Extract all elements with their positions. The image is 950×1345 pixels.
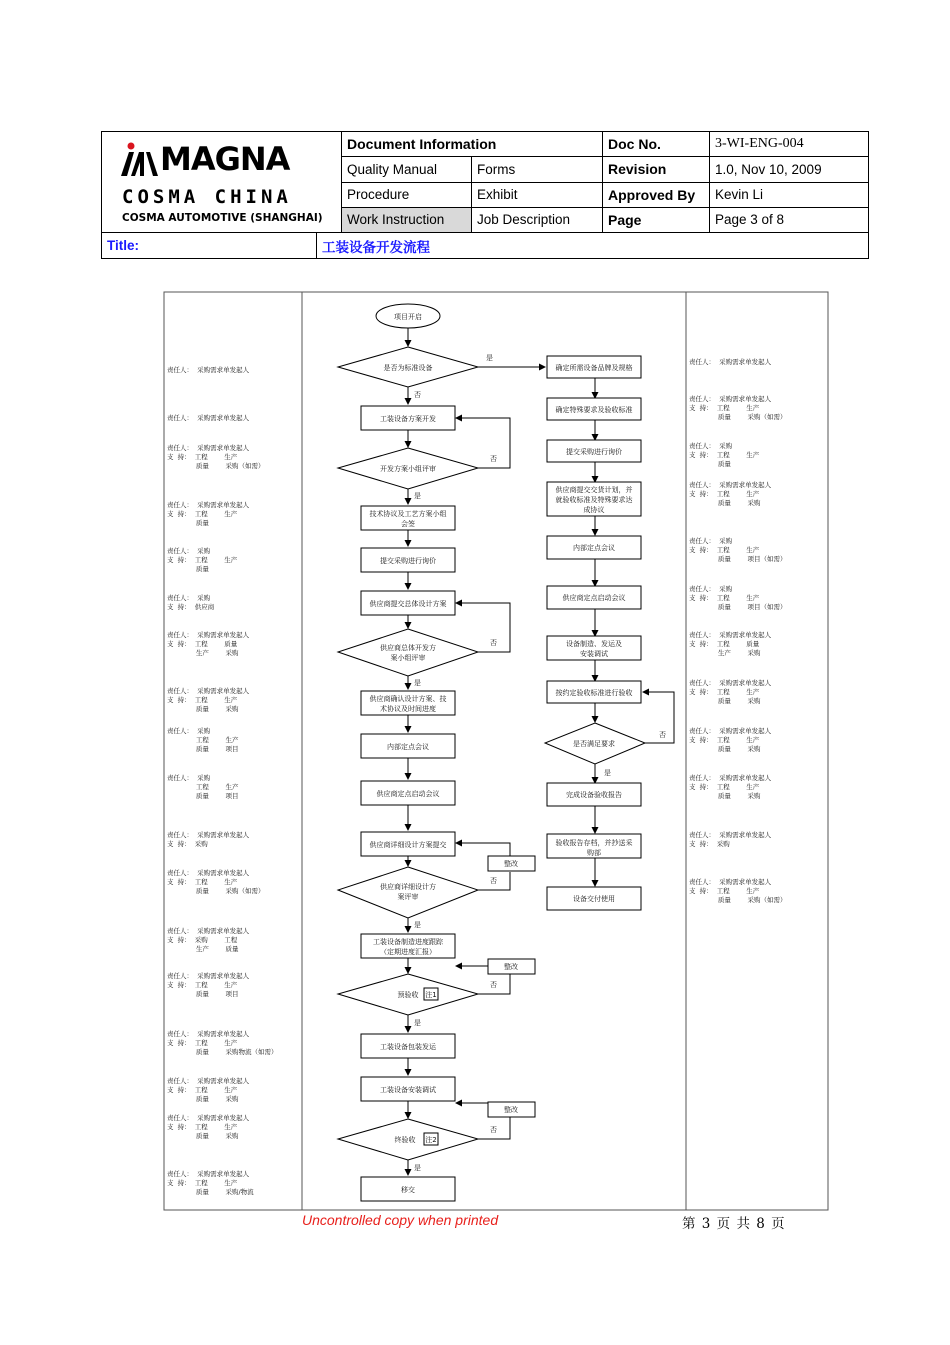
left-resp-11-line-2: 质量 采购（如需） (167, 887, 265, 895)
left-resp-6-line-0: 责任人： 采购需求单发起人 (167, 631, 250, 639)
left-resp-7-line-1: 支 持： 工程 生产 (167, 696, 238, 704)
left-resp-7-line-0: 责任人： 采购需求单发起人 (167, 687, 250, 695)
r-yes-label: 是 (604, 769, 611, 777)
document-title: 工装设备开发流程 (317, 233, 869, 259)
right-resp-7-line-2: 质量 采购 (689, 697, 761, 705)
confirm-label-2: 术协议及时间进度 (380, 705, 436, 713)
detail-review-label-1: 供应商详细设计方 (380, 883, 436, 891)
detail-label: 供应商详细设计方案提交 (369, 841, 447, 849)
right-resp-3-line-1: 支 持： 工程 生产 (689, 490, 760, 498)
note-1-label: 注1 (425, 991, 437, 999)
left-resp-2-line-1: 支 持： 工程 生产 (167, 453, 238, 461)
right-resp-4-line-1: 支 持： 工程 生产 (689, 546, 760, 554)
left-resp-15-line-0: 责任人： 采购需求单发起人 (167, 1077, 250, 1085)
right-resp-10-line-0: 责任人： 采购需求单发起人 (689, 831, 772, 839)
left-resp-14-line-2: 质量 采购物流（如需） (167, 1048, 278, 1056)
right-resp-9-line-0: 责任人： 采购需求单发起人 (689, 774, 772, 782)
r-report-label: 完成设备验收报告 (566, 791, 622, 799)
start-label: 项目开启 (394, 313, 422, 321)
right-resp-8-line-1: 支 持： 工程 生产 (689, 736, 760, 744)
yes-label-3: 是 (414, 679, 421, 687)
right-resp-4-line-0: 责任人： 采购 (689, 537, 733, 545)
confirm-label-1: 供应商确认设计方案、技 (369, 695, 447, 703)
right-resp-11-line-0: 责任人： 采购需求单发起人 (689, 878, 772, 886)
left-resp-10-line-0: 责任人： 采购需求单发起人 (167, 831, 250, 839)
r-internal-label: 内部定点会议 (573, 544, 615, 552)
right-resp-5-line-2: 质量 项目（如需） (689, 603, 787, 611)
approved-label: Approved By (603, 182, 710, 207)
r-deliver-label: 设备交付使用 (573, 895, 615, 903)
modify-label-1: 整改 (504, 860, 518, 868)
r-make-label-2: 安装调试 (580, 650, 608, 658)
uncontrolled-notice: Uncontrolled copy when printed (302, 1212, 499, 1228)
right-resp-7-line-1: 支 持： 工程 生产 (689, 688, 760, 696)
right-resp-2-line-0: 责任人： 采购 (689, 442, 733, 450)
right-resp-1-line-1: 支 持： 工程 生产 (689, 404, 760, 412)
left-resp-2-line-0: 责任人： 采购需求单发起人 (167, 444, 250, 452)
quality-manual-cell: Quality Manual (342, 157, 472, 182)
modify-label-3: 整改 (504, 1106, 518, 1114)
right-resp-5-line-1: 支 持： 工程 生产 (689, 594, 760, 602)
left-resp-2-line-2: 质量 采购（如需） (167, 462, 265, 470)
right-responsibility-column (689, 357, 786, 904)
ship-label: 工装设备包装发运 (380, 1043, 436, 1051)
logo-line2: COSMA AUTOMOTIVE (SHANGHAI) (122, 212, 323, 224)
r-make-label-1: 设备制造、发运及 (566, 640, 622, 648)
r-kickoff-label: 供应商定点启动会议 (562, 594, 626, 602)
left-resp-0-line-0: 责任人： 采购需求单发起人 (167, 366, 250, 374)
decision-supplier-review (338, 629, 478, 676)
yes-label-5: 是 (414, 1019, 421, 1027)
no-label-1: 否 (414, 391, 421, 399)
doc-info-label: Document Information (342, 132, 603, 157)
left-resp-11-line-0: 责任人： 采购需求单发起人 (167, 869, 250, 877)
logo-brand: MAGNA (160, 140, 290, 178)
left-resp-3-line-1: 支 持： 工程 生产 (167, 510, 238, 518)
right-resp-11-line-1: 支 持： 工程 生产 (689, 887, 760, 895)
left-resp-8-line-1: 工程 生产 (167, 736, 239, 744)
sign-label-1: 技术协议及工艺方案小组 (369, 510, 447, 518)
left-resp-15-line-1: 支 持： 工程 生产 (167, 1086, 238, 1094)
right-resp-8-line-0: 责任人： 采购需求单发起人 (689, 727, 772, 735)
right-resp-8-line-2: 质量 采购 (689, 745, 761, 753)
right-resp-5-line-0: 责任人： 采购 (689, 585, 733, 593)
left-resp-14-line-1: 支 持： 工程 生产 (167, 1039, 238, 1047)
r-accept-label: 按约定验收标准进行验收 (555, 689, 633, 697)
page-label: Page (603, 207, 710, 232)
left-resp-9-line-0: 责任人： 采购 (167, 774, 211, 782)
left-resp-4-line-0: 责任人： 采购 (167, 547, 211, 555)
doc-no-label: Doc No. (603, 132, 710, 157)
install-label: 工装设备安装调试 (380, 1086, 436, 1094)
transfer-label: 移交 (401, 1186, 415, 1194)
kickoff-label: 供应商定点启动会议 (376, 790, 440, 798)
left-responsibility-column (167, 365, 277, 1196)
left-resp-12-line-0: 责任人： 采购需求单发起人 (167, 927, 250, 935)
right-resp-2-line-2: 质量 (689, 460, 731, 468)
yes-label-2: 是 (414, 492, 421, 500)
r-archive-label-2: 购部 (587, 849, 601, 857)
revision-label: Revision (603, 157, 710, 182)
group-review-label: 开发方案小组评审 (380, 465, 436, 473)
forms-cell: Forms (472, 157, 603, 182)
left-resp-4-line-2: 质量 (167, 565, 209, 573)
left-resp-17-line-1: 支 持： 工程 生产 (167, 1179, 238, 1187)
track-label-2: （定期进度汇报） (380, 948, 436, 956)
right-resp-1-line-0: 责任人： 采购需求单发起人 (689, 395, 772, 403)
right-resp-9-line-2: 质量 采购 (689, 792, 761, 800)
yes-label-1: 是 (486, 354, 493, 362)
right-resp-6-line-0: 责任人： 采购需求单发起人 (689, 631, 772, 639)
supplier-plan-label: 供应商提交总体设计方案 (369, 600, 447, 608)
right-resp-3-line-2: 质量 采购 (689, 499, 761, 507)
internal-label: 内部定点会议 (387, 743, 429, 751)
left-resp-13-line-0: 责任人： 采购需求单发起人 (167, 972, 250, 980)
r-inquiry-label: 提交采购进行询价 (566, 448, 622, 456)
left-resp-11-line-1: 支 持： 工程 生产 (167, 878, 238, 886)
right-resp-4-line-2: 质量 项目（如需） (689, 555, 787, 563)
page-number-cn: 第 3 页 共 8 页 (682, 1216, 786, 1232)
final-acceptance-label: 终验收 (394, 1136, 416, 1144)
right-resp-11-line-2: 质量 采购（如需） (689, 896, 787, 904)
left-resp-7-line-2: 质量 采购 (167, 705, 239, 713)
left-resp-1-line-0: 责任人： 采购需求单发起人 (167, 414, 250, 422)
no-label-5: 否 (490, 981, 497, 989)
procedure-cell: Procedure (342, 182, 472, 207)
revision-value: 1.0, Nov 10, 2009 (710, 157, 869, 182)
no-label-4: 否 (490, 877, 497, 885)
no-label-6: 否 (490, 1126, 497, 1134)
title-label: Title: (102, 233, 317, 259)
left-resp-3-line-0: 责任人： 采购需求单发起人 (167, 501, 250, 509)
page-value: Page 3 of 8 (710, 207, 869, 232)
left-resp-14-line-0: 责任人： 采购需求单发起人 (167, 1030, 250, 1038)
left-resp-17-line-2: 质量 采购/物流 (167, 1188, 254, 1196)
right-resp-3-line-0: 责任人： 采购需求单发起人 (689, 481, 772, 489)
left-resp-5-line-0: 责任人： 采购 (167, 594, 211, 602)
right-resp-10-line-1: 支 持： 采购 (689, 840, 730, 848)
right-resp-7-line-0: 责任人： 采购需求单发起人 (689, 679, 772, 687)
logo-line1: COSMA CHINA (122, 186, 292, 208)
note-2-label: 注2 (425, 1136, 437, 1144)
left-resp-13-line-2: 质量 项目 (167, 990, 239, 998)
supplier-review-label-1: 供应商总体开发方 (380, 644, 436, 652)
detail-review-label-2: 案评审 (397, 893, 419, 901)
job-description-cell: Job Description (472, 207, 603, 232)
left-resp-4-line-1: 支 持： 工程 生产 (167, 556, 238, 564)
left-resp-6-line-1: 支 持： 工程 质量 (167, 640, 238, 648)
yes-label-6: 是 (414, 1164, 421, 1172)
left-resp-12-line-1: 支 持： 采购 工程 (167, 936, 238, 944)
r-meet-label: 是否满足要求 (573, 740, 615, 748)
left-resp-13-line-1: 支 持： 工程 生产 (167, 981, 238, 989)
inquiry-label: 提交采购进行询价 (380, 557, 436, 565)
left-resp-9-line-2: 质量 项目 (167, 792, 239, 800)
r-spec-label: 确定特殊要求及验收标准 (555, 406, 633, 414)
r-agree-label-3: 成协议 (583, 506, 605, 514)
left-resp-10-line-1: 支 持： 采购 (167, 840, 208, 848)
left-resp-15-line-2: 质量 采购 (167, 1095, 239, 1103)
approved-value: Kevin Li (710, 182, 869, 207)
yes-label-4: 是 (414, 921, 421, 929)
left-resp-9-line-1: 工程 生产 (167, 783, 239, 791)
left-resp-5-line-1: 支 持： 供应商 (167, 603, 215, 611)
left-resp-3-line-2: 质量 (167, 519, 209, 527)
left-resp-16-line-0: 责任人： 采购需求单发起人 (167, 1114, 250, 1122)
left-resp-8-line-0: 责任人： 采购 (167, 727, 211, 735)
modify-label-2: 整改 (504, 963, 518, 971)
right-resp-6-line-2: 生产 采购 (689, 649, 761, 657)
no-label-2: 否 (490, 455, 497, 463)
exhibit-cell: Exhibit (472, 182, 603, 207)
supplier-review-label-2: 案小组评审 (390, 654, 426, 662)
r-no-label: 否 (659, 731, 666, 739)
right-resp-2-line-1: 支 持： 工程 生产 (689, 451, 760, 459)
work-instruction-cell: Work Instruction (342, 207, 472, 232)
right-resp-0-line-0: 责任人： 采购需求单发起人 (689, 358, 772, 366)
r-brand-label: 确定所需设备品牌及规格 (555, 364, 633, 372)
right-resp-1-line-2: 质量 采购（如需） (689, 413, 787, 421)
pre-acceptance-label: 预验收 (397, 991, 419, 999)
left-resp-8-line-2: 质量 项目 (167, 745, 239, 753)
right-resp-9-line-1: 支 持： 工程 生产 (689, 783, 760, 791)
left-resp-6-line-2: 生产 采购 (167, 649, 239, 657)
sign-label-2: 会签 (401, 520, 415, 528)
r-agree-label-2: 就验收标准及特殊要求达 (555, 496, 633, 504)
left-resp-16-line-1: 支 持： 工程 生产 (167, 1123, 238, 1131)
r-archive-label-1: 验收报告存档，并抄送采 (555, 839, 633, 847)
left-resp-12-line-2: 生产 质量 (167, 945, 239, 953)
plan-label: 工装设备方案开发 (380, 415, 436, 423)
left-resp-17-line-0: 责任人： 采购需求单发起人 (167, 1170, 250, 1178)
doc-no-value: 3-WI-ENG-004 (710, 132, 869, 157)
left-resp-16-line-2: 质量 采购 (167, 1132, 239, 1140)
right-resp-6-line-1: 支 持： 工程 质量 (689, 640, 760, 648)
r-agree-label-1: 供应商提交交货计划，并 (555, 486, 633, 494)
track-label-1: 工装设备制造进度跟踪 (373, 938, 443, 946)
no-label-3: 否 (490, 639, 497, 647)
standard-label: 是否为标准设备 (383, 364, 433, 372)
